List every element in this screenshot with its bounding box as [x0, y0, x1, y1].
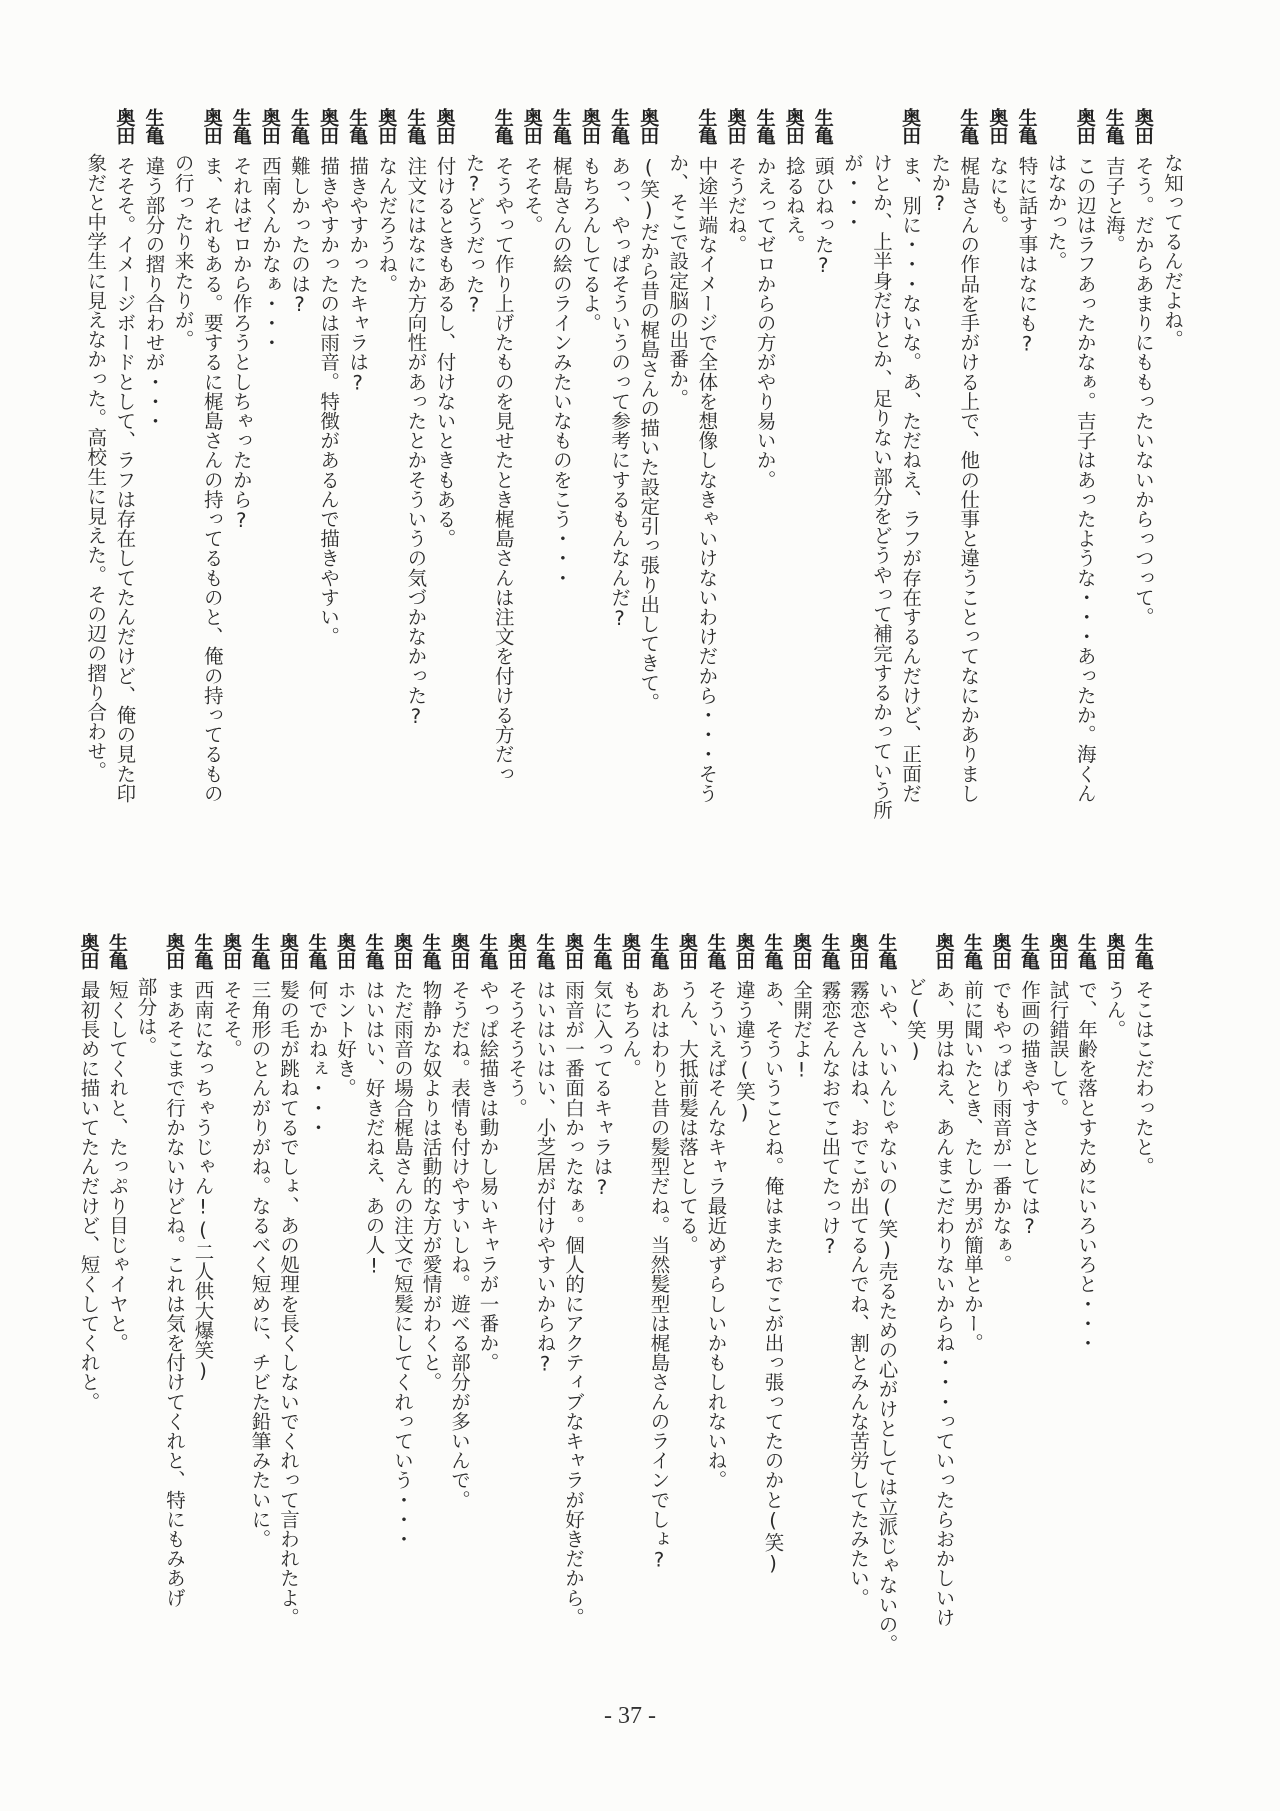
speaker-label: 生亀 — [362, 933, 385, 969]
dialogue-text: 捻るねえ。 — [782, 156, 806, 254]
dialogue-text: な知ってるんだよね。 — [1161, 153, 1184, 349]
speaker-label: 奥田 — [505, 933, 527, 969]
dialogue-text: そうだね。表情も付けやすいしね。遊べる部分が多いんで。 — [448, 980, 471, 1510]
dialogue-text: か、そこで設定脳の出番か。 — [666, 153, 690, 408]
dialogue-text: 梶島さんの作品を手がける上で、他の仕事と違うことってなにかありまし — [957, 156, 981, 803]
dialogue-text: 作画の描きやすさとしては? — [1018, 980, 1041, 1239]
dialogue-text: もちろんしてるよ。 — [579, 156, 602, 333]
speaker-label: 生亀 — [533, 933, 556, 969]
dialogue-line — [531, 0, 559, 1720]
dialogue-line — [1101, 0, 1129, 1720]
dialogue-line — [331, 0, 359, 1720]
speaker-label: 奥田 — [847, 933, 869, 969]
speaker-label: 生亀 — [608, 108, 631, 144]
dialogue-text: 中途半端なイメージで全体を想像しなきゃいけないわけだから・・・そう — [695, 156, 719, 803]
speaker-label: 奥田 — [391, 933, 413, 969]
speaker-label: 生亀 — [476, 933, 499, 969]
speaker-label: 生亀 — [590, 933, 613, 969]
dialogue-line — [217, 0, 245, 1720]
dialogue-line — [702, 0, 730, 1720]
dialogue-text: 試行錯誤して。 — [1046, 980, 1070, 1118]
dialogue-text: 付けるときもあるし、付けないときもある。 — [433, 156, 457, 548]
dialogue-line — [303, 0, 331, 1720]
dialogue-text: けとか、上半身だけとか、足りない部分をどうやって補完するかっていう所 — [870, 153, 893, 820]
speaker-label: 生亀 — [106, 933, 128, 969]
dialogue-text: この辺はラフあったかなぁ。吉子はあったような・・・あったか。海くん — [1073, 156, 1097, 803]
speaker-label: 生亀 — [404, 108, 427, 144]
speaker-label: 奥田 — [619, 933, 641, 969]
dialogue-text: ただ雨音の場合梶島さんの注文で短髪にしてくれっていう・・・ — [391, 980, 414, 1549]
speaker-label: 生亀 — [191, 933, 214, 969]
dialogue-line — [75, 0, 103, 1720]
dialogue-line — [930, 0, 958, 1720]
dialogue-text: 頭ひねった? — [811, 156, 835, 278]
dialogue-text: そう。だからあまりにももったいないからっつって。 — [1131, 156, 1155, 627]
dialogue-text: そうやって作り上げたものを見せたとき梶島さんは注文を付ける方だっ — [491, 156, 515, 784]
dialogue-text: そうだね。 — [724, 156, 748, 254]
speaker-label: 奥田 — [520, 108, 543, 144]
speaker-label: 奥田 — [932, 933, 955, 969]
speaker-label: 奥田 — [1131, 108, 1154, 144]
dialogue-text: 霧恋さんはね、おでこが出てるんでね、割とみんな苦労してたみたい。 — [847, 980, 870, 1608]
dialogue-text: うん。 — [1103, 980, 1127, 1039]
dialogue-text: 描きやすかったキャラは? — [346, 156, 370, 395]
dialogue-text: 何でかねぇ・・・ — [305, 980, 329, 1137]
dialogue-text: 最初長めに描いてたんだけど、短くしてくれと。 — [77, 980, 101, 1412]
dialogue-text: 短くしてくれと、たっぷり目じゃイヤと。 — [106, 980, 129, 1353]
dialogue-line — [1072, 0, 1100, 1720]
speaker-label: 生亀 — [1075, 933, 1097, 969]
dialogue-text: 三角形のとんがりがね。なるべく短めに、チビた鉛筆みたいに。 — [248, 980, 272, 1549]
dialogue-text: 西南くんかなぁ・・・ — [258, 156, 282, 352]
speaker-label: 生亀 — [875, 933, 898, 969]
speaker-label: 奥田 — [989, 933, 1012, 969]
dialogue-text: たか? — [928, 153, 952, 216]
speaker-label: 生亀 — [1102, 108, 1125, 144]
dialogue-text: はいはいはい、小芝居が付けやすいからね? — [533, 980, 557, 1376]
speaker-label: 奥田 — [448, 933, 470, 969]
dialogue-line — [844, 0, 872, 1720]
speaker-label: 生亀 — [957, 108, 980, 144]
dialogue-text: 西南になっちゃうじゃん!(二人供大爆笑) — [191, 980, 215, 1383]
dialogue-line — [787, 0, 815, 1720]
speaker-label: 生亀 — [305, 933, 328, 969]
dialogue-line — [616, 0, 644, 1720]
speaker-label: 奥田 — [579, 108, 601, 144]
dialogue-text: 梶島さんの絵のラインみたいなものをこう・・・ — [549, 156, 573, 588]
speaker-label: 奥田 — [317, 108, 340, 144]
speaker-label: 奥田 — [899, 108, 922, 144]
dialogue-line — [417, 0, 445, 1720]
dialogue-text: が・・・ — [840, 153, 864, 232]
dialogue-line — [873, 0, 901, 1720]
dialogue-text: 全開だよ! — [790, 980, 813, 1082]
dialogue-text: (笑)だから昔の梶島さんの描いた設定引っ張り出してきて。 — [637, 156, 661, 712]
speaker-label: 生亀 — [229, 108, 252, 144]
dialogue-text: ま、それもある。要するに梶島さんの持ってるものと、俺の持ってるもの — [200, 156, 224, 803]
dialogue-text: なんだろうね。 — [375, 156, 399, 294]
dialogue-line — [1158, 0, 1186, 1720]
dialogue-line — [160, 0, 188, 1720]
speaker-label: 生亀 — [142, 108, 165, 144]
speaker-label: 生亀 — [346, 108, 369, 144]
dialogue-line — [816, 0, 844, 1720]
dialogue-text: 物静かな奴よりは活動的な方が愛情がわくと。 — [419, 980, 443, 1392]
dialogue-text: 違う部分の摺り合わせが・・・ — [142, 156, 166, 431]
dialogue-text: あ、男はねえ、あんまこだわりないからね・・・っていったらおかしいけ — [932, 980, 956, 1627]
dialogue-text: 注文にはなにか方向性があったとかそういうの気づかなかった? — [404, 156, 428, 728]
dialogue-text: はなかった。 — [1044, 153, 1068, 271]
dialogue-text: なにも。 — [986, 156, 1010, 235]
dialogue-text: やっぱ絵描きは動かし易いキャラが一番か。 — [476, 980, 500, 1372]
dialogue-line — [189, 0, 217, 1720]
dialogue-text: あっ、やっぱそういうのって参考にするもんなんだ? — [608, 156, 632, 630]
speaker-label: 生亀 — [1018, 933, 1040, 969]
dialogue-text: 部分は。 — [134, 977, 158, 1056]
dialogue-text: 特に話す事はなにも? — [1015, 156, 1039, 356]
dialogue-line — [132, 0, 160, 1720]
dialogue-text: いや、いいんじゃないの(笑)売るための心がけとしては立派じゃないの。 — [875, 980, 899, 1654]
dialogue-text: ホント好き。 — [334, 980, 357, 1098]
speaker-label: 奥田 — [1073, 108, 1096, 144]
dialogue-text: かえってゼロからの方がやり易いか。 — [753, 156, 777, 490]
speaker-label: 奥田 — [258, 108, 281, 144]
dialogue-text: で、年齢を落とすためにいろいろと・・・ — [1075, 980, 1098, 1353]
dialogue-text: そういえばそんなキャラ最近めずらしいかもしれないね。 — [704, 980, 728, 1490]
dialogue-text: 違う違う(笑) — [733, 980, 756, 1125]
dialogue-line — [1044, 0, 1072, 1720]
page-number: - 37 - — [604, 1703, 656, 1729]
speaker-label: 生亀 — [1015, 108, 1038, 144]
dialogue-line — [901, 0, 929, 1720]
dialogue-text: 雨音が一番面白かったなぁ。個人的にアクティブなキャラが好きだから。 — [562, 980, 585, 1627]
speaker-label: 生亀 — [419, 933, 442, 969]
dialogue-line — [246, 0, 274, 1720]
dialogue-text: 前に聞いたとき、たしか男が簡単とかー。 — [961, 980, 984, 1353]
dialogue-line — [958, 0, 986, 1720]
speaker-label: 奥田 — [200, 108, 223, 144]
speaker-label: 奥田 — [375, 108, 398, 144]
speaker-label: 奥田 — [220, 933, 242, 969]
dialogue-line — [759, 0, 787, 1720]
dialogue-text: 難しかったのは? — [288, 156, 311, 317]
dialogue-text: 描きやすかったのは雨音。特徴があるんで描きやすい。 — [317, 156, 341, 646]
speaker-label: 奥田 — [77, 933, 100, 969]
dialogue-text: ま、別に・・・ないな。あ、ただねえ、ラフが存在するんだけど、正面だ — [899, 156, 923, 803]
speaker-label: 奥田 — [562, 933, 584, 969]
dialogue-line — [987, 0, 1015, 1720]
dialogue-text: 吉子と海。 — [1102, 156, 1126, 254]
dialogue-line — [445, 0, 473, 1720]
speaker-label: 生亀 — [288, 108, 310, 144]
speaker-label: 奥田 — [676, 933, 698, 969]
speaker-label: 生亀 — [761, 933, 784, 969]
speaker-label: 奥田 — [724, 108, 747, 144]
speaker-label: 奥田 — [163, 933, 185, 969]
dialogue-text: そそそ。 — [220, 980, 243, 1059]
speaker-label: 生亀 — [818, 933, 841, 969]
dialogue-text: あれはわりと昔の髪型だね。当然髪型は梶島さんのラインでしょ? — [647, 980, 671, 1572]
speaker-label: 奥田 — [1103, 933, 1126, 969]
dialogue-text: そこはこだわったと。 — [1132, 980, 1155, 1176]
dialogue-line — [103, 0, 131, 1720]
speaker-label: 奥田 — [637, 108, 660, 144]
dialogue-text: そそそ。イメージボードとして、ラフは存在してたんだけど、俺の見た印 — [113, 156, 137, 803]
speaker-label: 生亀 — [491, 108, 514, 144]
dialogue-text: 気に入ってるキャラは? — [590, 980, 614, 1200]
dialogue-text: はいはい、好きだねえ、あの人! — [362, 980, 386, 1278]
dialogue-line — [730, 0, 758, 1720]
speaker-label: 生亀 — [695, 108, 718, 144]
speaker-label: 奥田 — [782, 108, 805, 144]
speaker-label: 奥田 — [986, 108, 1009, 144]
dialogue-text: 象だと中学生に見えなかった。高校生に見えた。その辺の摺り合わせ。 — [84, 153, 108, 781]
dialogue-line — [502, 0, 530, 1720]
speaker-label: 生亀 — [811, 108, 834, 144]
dialogue-line — [1015, 0, 1043, 1720]
dialogue-text: た?どうだった? — [462, 153, 486, 317]
speaker-label: 生亀 — [1132, 933, 1154, 969]
dialogue-line — [388, 0, 416, 1720]
speaker-label: 奥田 — [1046, 933, 1069, 969]
speaker-label: 奥田 — [433, 108, 456, 144]
dialogue-text: まあそこまで行かないけどね。これは気を付けてくれと、特にもみあげ — [163, 980, 186, 1608]
dialogue-text: 霧恋そんなおでこ出てたっけ? — [818, 980, 842, 1258]
dialogue-text: うん、大抵前髪は落としてる。 — [676, 980, 699, 1255]
dialogue-text: の行ったり来たりが。 — [171, 153, 195, 349]
speaker-label: 生亀 — [704, 933, 727, 969]
dialogue-line — [559, 0, 587, 1720]
dialogue-line — [588, 0, 616, 1720]
speaker-label: 生亀 — [647, 933, 670, 969]
speaker-label: 奥田 — [790, 933, 812, 969]
dialogue-line — [645, 0, 673, 1720]
speaker-label: 生亀 — [961, 933, 983, 969]
dialogue-text: もちろん。 — [619, 980, 642, 1078]
dialogue-text: ど(笑) — [904, 977, 927, 1063]
dialogue-text: そうそうそう。 — [505, 980, 528, 1118]
dialogue-line — [474, 0, 502, 1720]
dialogue-text: それはゼロから作ろうとしちゃったから? — [229, 156, 253, 532]
speaker-label: 生亀 — [753, 108, 776, 144]
speaker-label: 生亀 — [248, 933, 271, 969]
dialogue-line — [360, 0, 388, 1720]
dialogue-line — [1129, 0, 1157, 1720]
dialogue-line — [274, 0, 302, 1720]
speaker-label: 生亀 — [549, 108, 572, 144]
dialogue-text: 髪の毛が跳ねてるでしょ、あの処理を長くしないでくれって言われたよ。 — [277, 980, 300, 1627]
dialogue-text: でもやっぱり雨音が一番かなぁ。 — [989, 980, 1013, 1274]
dialogue-text: そそそ。 — [520, 156, 544, 235]
speaker-label: 奥田 — [733, 933, 755, 969]
speaker-label: 奥田 — [334, 933, 356, 969]
speaker-label: 奥田 — [277, 933, 299, 969]
dialogue-line — [673, 0, 701, 1720]
dialogue-text: あ、そういうことね。俺はまたおでこが出っ張ってたのかと(笑) — [761, 980, 785, 1575]
speaker-label: 奥田 — [113, 108, 136, 144]
